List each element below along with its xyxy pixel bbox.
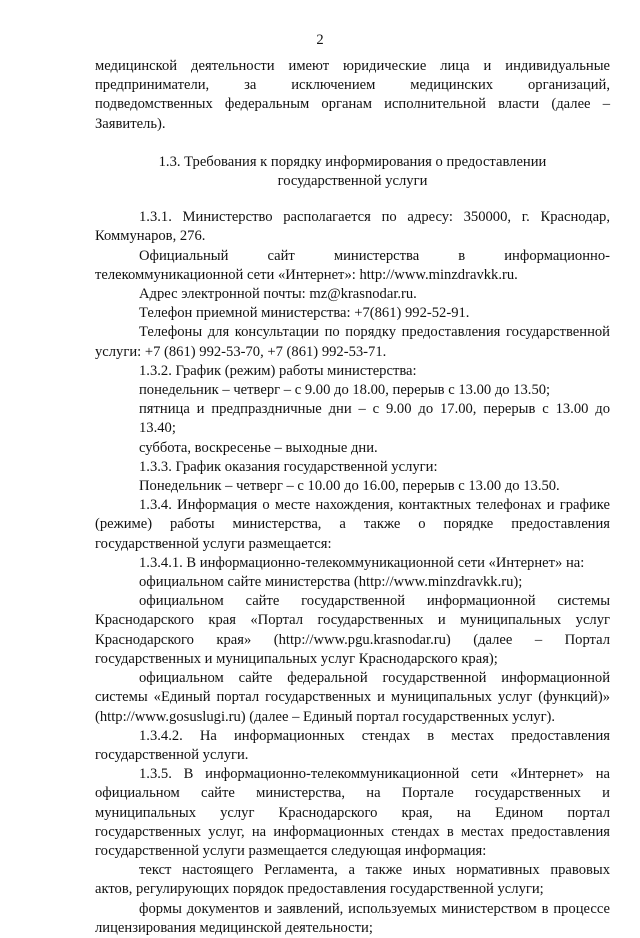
text-line: государственных услуг, на информационных стендах в местах предоставления [95, 823, 610, 840]
text-line: услуги: +7 (861) 992-53-70, +7 (861) 992-53-71. [95, 343, 387, 360]
paragraph-1-3-1 [95, 208, 610, 246]
text-line: государственной услуги размещается: [95, 535, 332, 552]
text-line: Официальный сайт министерства в информационно- [139, 247, 610, 264]
text-line: государственной услуги размещается следующая информация: [95, 842, 487, 859]
text-line: государственной услуги. [95, 746, 249, 763]
text-line: формы документов и заявлений, используемых министерством в процессе [139, 900, 610, 917]
heading-line: 1.3. Требования к порядку информирования о предоставлении [158, 153, 547, 170]
text-line: официальном сайте министерства, на Портале государственных и [95, 785, 610, 802]
text-line: Заявитель). [95, 115, 166, 132]
schedule-fri: пятница и предпраздничные дни – с 9.00 до 17.00, перерыв с 13.00 до 13.40; [139, 401, 610, 437]
text-line: (режиме) работы министерства, а также о порядке предоставления [95, 516, 610, 533]
text-line: актов, регулирующих порядок предоставления государственной услуги; [95, 881, 544, 898]
text-line: 1.3.4.2. На информационных стендах в местах предоставления [139, 727, 610, 744]
text-line: текст настоящего Регламента, а также иных нормативных правовых [139, 862, 610, 879]
text-line: 1.3.4. Информация о месте нахождения, контактных телефонах и графике [139, 497, 610, 514]
paragraph-official-site [95, 247, 610, 285]
text-line: лицензирования медицинской деятельности; [95, 919, 373, 936]
paragraph-regulation-text [95, 861, 610, 899]
schedule-mon-thu: понедельник – четверг – с 9.00 до 18.00, перерыв с 13.00 до 13.50; [139, 382, 551, 399]
text-line: телекоммуникационной сети «Интернет»: http://www.minzdravkk.ru. [95, 266, 518, 283]
text-line: (http://www.gosuslugi.ru) (далее – Единый портал государственных услуг). [95, 708, 556, 725]
text-line: системы «Единый портал государственных и муниципальных услуг (функций)» [95, 689, 610, 706]
document-body [95, 57, 610, 938]
text-line: подведомственных федеральным органам исполнительной власти (далее – [95, 96, 610, 113]
paragraph-regional-portal [95, 592, 610, 669]
paragraph-1-3-5 [95, 765, 610, 861]
paragraph-email: Адрес электронной почты: mz@krasnodar.ru. [139, 286, 417, 303]
paragraph-consult-phones [95, 323, 610, 361]
section-heading [95, 153, 610, 191]
text-line: муниципальных услуг Краснодарского края, на Едином портал [95, 804, 610, 821]
paragraph-federal-portal [95, 669, 610, 727]
schedule-weekend: суббота, воскресенье – выходные дни. [139, 439, 378, 456]
text-line: Краснодарского края» (http://www.pgu.krasnodar.ru) (далее – Портал [95, 631, 610, 648]
service-schedule: Понедельник – четверг – с 10.00 до 16.00, перерыв с 13.00 до 13.50. [139, 478, 560, 495]
page-number: 2 [316, 32, 324, 48]
paragraph-1-3-4-2 [95, 727, 610, 765]
text-line: 1.3.5. В информационно-телекоммуникационной сети «Интернет» на [139, 766, 610, 783]
paragraph-1-3-2: 1.3.2. График (режим) работы министерства: [139, 362, 417, 379]
paragraph-1-3-4-1: 1.3.4.1. В информационно-телекоммуникационной сети «Интернет» на: [139, 554, 585, 571]
text-line: официальном сайте федеральной государственной информационной [139, 670, 610, 687]
intro-paragraph [95, 57, 610, 134]
text-line: 1.3.1. Министерство располагается по адресу: 350000, г. Краснодар, [139, 209, 610, 226]
paragraph-forms [95, 900, 610, 938]
text-line: Краснодарского края «Портал государственных и муниципальных услуг [95, 612, 610, 629]
text-line: Коммунаров, 276. [95, 228, 206, 245]
heading-line: государственной услуги [277, 173, 428, 190]
text-line: государственных и муниципальных услуг Краснодарского края); [95, 650, 498, 667]
paragraph-1-3-3: 1.3.3. График оказания государственной услуги: [139, 458, 438, 475]
text-line: предприниматели, за исключением медицинских организаций, [95, 77, 610, 94]
paragraph-ministry-site: официальном сайте министерства (http://www.minzdravkk.ru); [139, 574, 523, 591]
paragraph-reception-phone: Телефон приемной министерства: +7(861) 992-52-91. [139, 305, 470, 322]
text-line: медицинской деятельности имеют юридические лица и индивидуальные [95, 58, 610, 74]
text-line: Телефоны для консультации по порядку предоставления государственной [139, 324, 610, 341]
paragraph-1-3-4 [95, 496, 610, 554]
text-line: официальном сайте государственной информационной системы [139, 593, 610, 610]
